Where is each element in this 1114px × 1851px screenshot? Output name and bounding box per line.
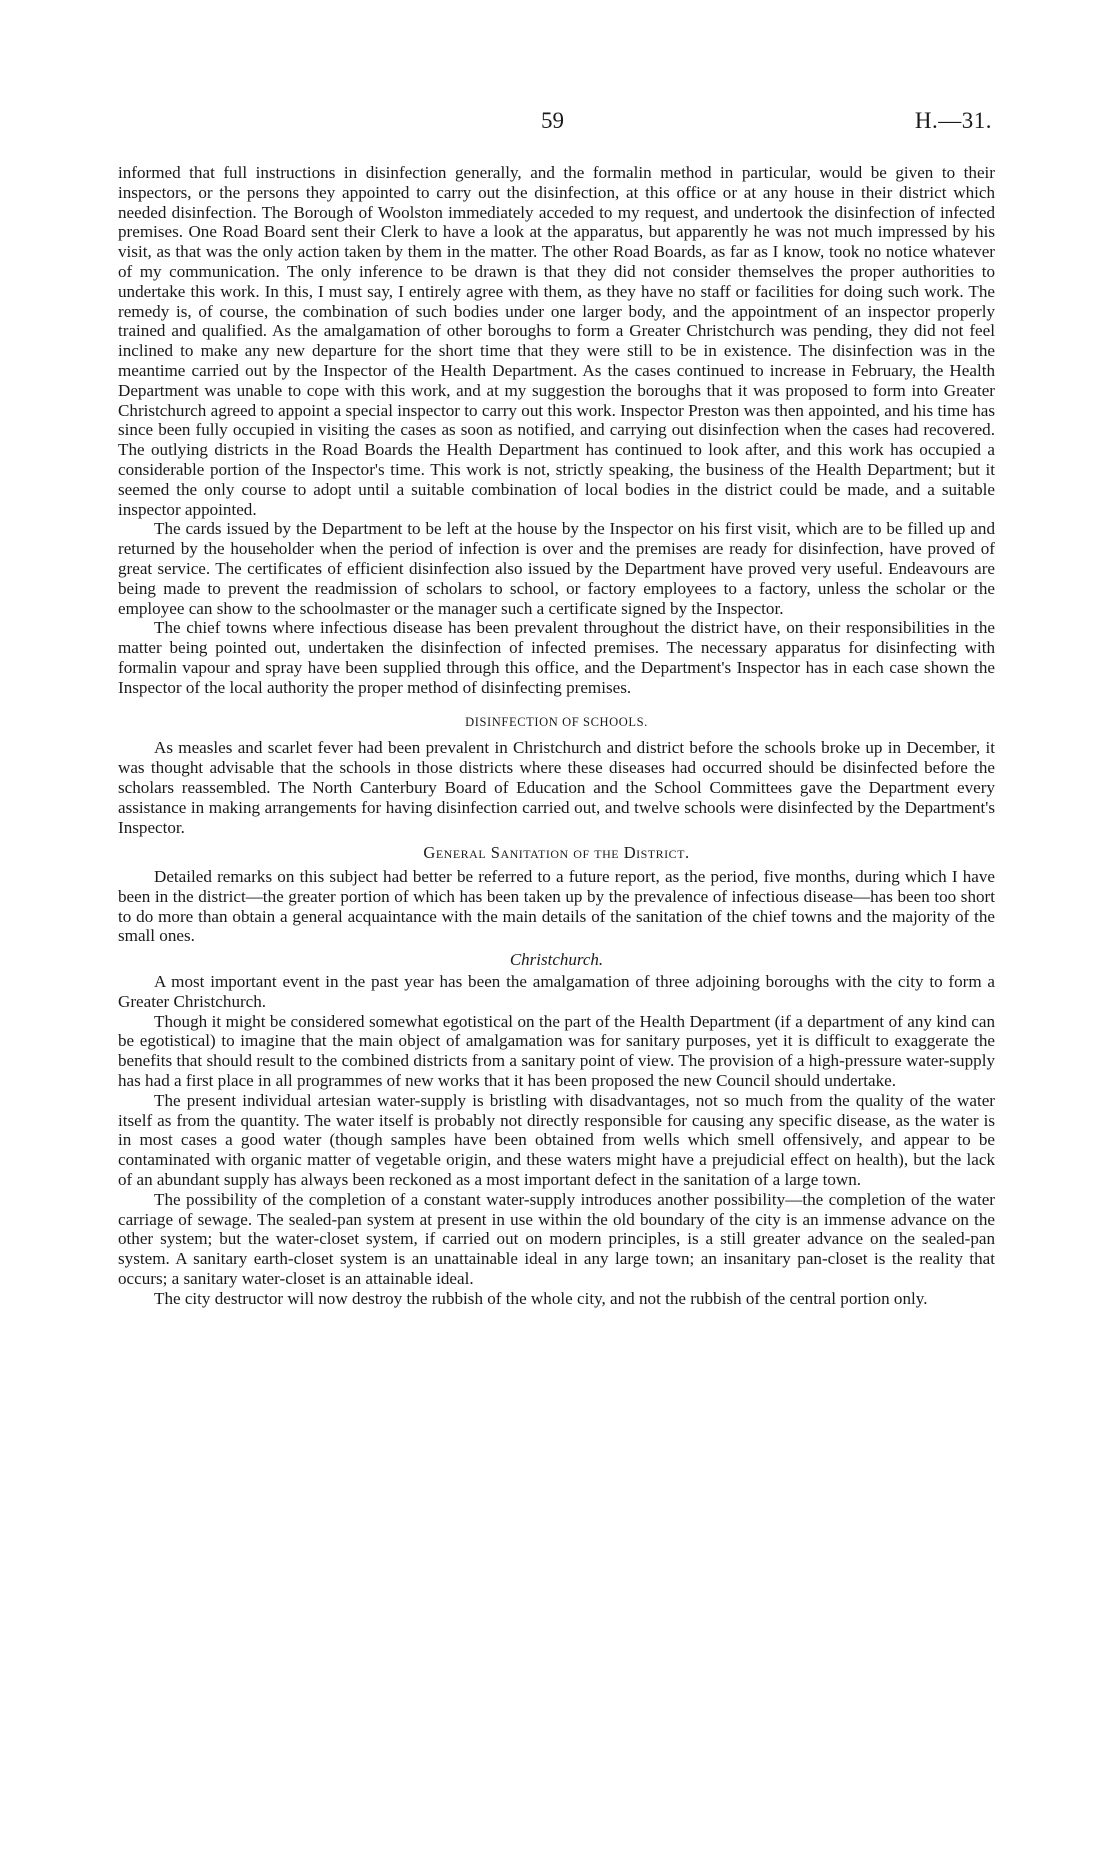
paragraph-disinfection-instructions: informed that full instructions in disinfection generally, and the formalin method in particular, would be given to their inspectors, or the persons they appointed to carry out the disinfection, at this office or at any house in their district which needed disinfection. The Borough of Woolston immediately acceded to my request, and undertook the disinfection of infected premises. One Road Board sent their Clerk to have a look at the apparatus, but apparently he was not much impressed by his visit, as that was the only action taken by them in the matter. The other Road Boards, as far as I know, took no notice whatever of my communication. The only inference to be drawn is that they did not consider themselves the proper authorities to undertake this work. In this, I must say, I entirely agree with them, as they have no staff or facilities for doing such work. The remedy is, of course, the combination of such bodies under one larger body, and the appointment of an inspector properly trained and qualified. As the amalgamation of other boroughs to form a Greater Christchurch was pending, they did not feel inclined to make any new departure for the short time that they were still to be in existence. The disinfection was in the meantime carried out by the Inspector of the Health Department. As the cases continued to increase in February, the Health Department was unable to cope with this work, and at my suggestion the boroughs that it was proposed to form into Greater Christchurch agreed to appoint a special inspector to carry out this work. Inspector Preston was then appointed, and his time has since been fully occupied in visiting the cases as soon as notified, and carrying out disinfection when the cases had recovered. The outlying districts in the Road Boards the Health Department has continued to look after, and this work has occupied a considerable portion of the Inspector's time. This work is not, strictly speaking, the business of the Health Department; but it seemed the only course to adopt until a suitable combination of local bodies in the district could be made, and a suitable inspector appointed. [118, 163, 995, 519]
paragraph-destructor: The city destructor will now destroy the rubbish of the whole city, and not the rubbish of the central portion only. [154, 1288, 928, 1308]
paragraph-cards-certificates: The cards issued by the Department to be left at the house by the Inspector on his first visit, which are to be filled up and returned by the householder when the period of infection is over and the premises are ready for disinfection, have proved of great service. The certificates of efficient disinfection also issued by the Department have proved very useful. Endeavours are being made to prevent the readmission of scholars to school, or factory employees to a factory, unless the scholar or the employee can show to the schoolmaster or the manager such a certificate signed by the Inspector. [118, 519, 995, 618]
paragraph-schools: As measles and scarlet fever had been prevalent in Christchurch and district before the schools broke up in December, it was thought advisable that the schools in those districts where these diseases had occurred should be disinfected before the scholars reassembled. The North Canterbury Board of Education and the School Committees gave the Department every assistance in making arrangements for having disinfection carried out, and twelve schools were disinfected by the Department's Inspector. [118, 738, 995, 837]
page-header [0, 108, 1114, 148]
paragraph-general-sanitation: Detailed remarks on this subject had better be referred to a future report, as the period, five months, during which I have been in the district—the greater portion of which has been taken up by the prevalence of infectious disease—has been too short to do more than obtain a general acquaintance with the main details of the sanitation of the chief towns and the majority of the small ones. [118, 867, 995, 946]
paragraph-sewage: The possibility of the completion of a constant water-supply introduces another possibility—the completion of the water carriage of sewage. The sealed-pan system at present in use within the old boundary of the city is an immense advance on the other system; but the water-closet system, if carried out on modern principles, is a still greater advance on the sealed-pan system. A sanitary earth-closet system is an unattainable ideal in any large town; an insanitary pan-closet is the reality that occurs; a sanitary water-closet is an attainable ideal. [118, 1189, 995, 1289]
section-heading-general-sanitation: General Sanitation of the District. [423, 843, 690, 863]
paragraph-chief-towns: The chief towns where infectious disease has been prevalent throughout the district have, on their responsibilities in the matter being pointed out, undertaken the disinfection of infected premises. The necessary apparatus for disinfecting with formalin vapour and spray have been supplied through this office, and the Department's Inspector has in each case shown the Inspector of the local authority the proper method of disinfecting premises. [118, 618, 995, 697]
page-body [118, 163, 995, 1309]
page-number: 59 [541, 108, 564, 133]
document-reference: H.—31. [914, 108, 992, 133]
paragraph-amalgamation: A most important event in the past year has been the amalgamation of three adjoining boroughs with the city to form a Greater Christchurch. [118, 972, 995, 1011]
section-heading-christchurch: Christchurch. [509, 950, 604, 970]
paragraph-water-supply-benefits: Though it might be considered somewhat egotistical on the part of the Health Department (if a department of any kind can be egotistical) to imagine that the main object of amalgamation was for sanitary purposes, yet it is difficult to exaggerate the benefits that should result to the combined districts from a sanitary point of view. The provision of a high-pressure water-supply has had a first place in all programmes of new works that it has been proposed the new Council should undertake. [118, 1011, 995, 1091]
section-heading-schools: DISINFECTION OF SCHOOLS. [465, 714, 648, 729]
paragraph-artesian-supply: The present individual artesian water-supply is bristling with disadvantages, not so much from the quality of the water itself as from the quantity. The water itself is probably not directly responsible for causing any specific disease, as the water is in most cases a good water (though samples have been obtained from wells which smell offensively, and appear to be contaminated with organic matter of vegetable origin, and these waters might have a prejudicial effect on health), but the lack of an abundant supply has always been reckoned as a most important defect in the sanitation of a large town. [118, 1090, 995, 1190]
